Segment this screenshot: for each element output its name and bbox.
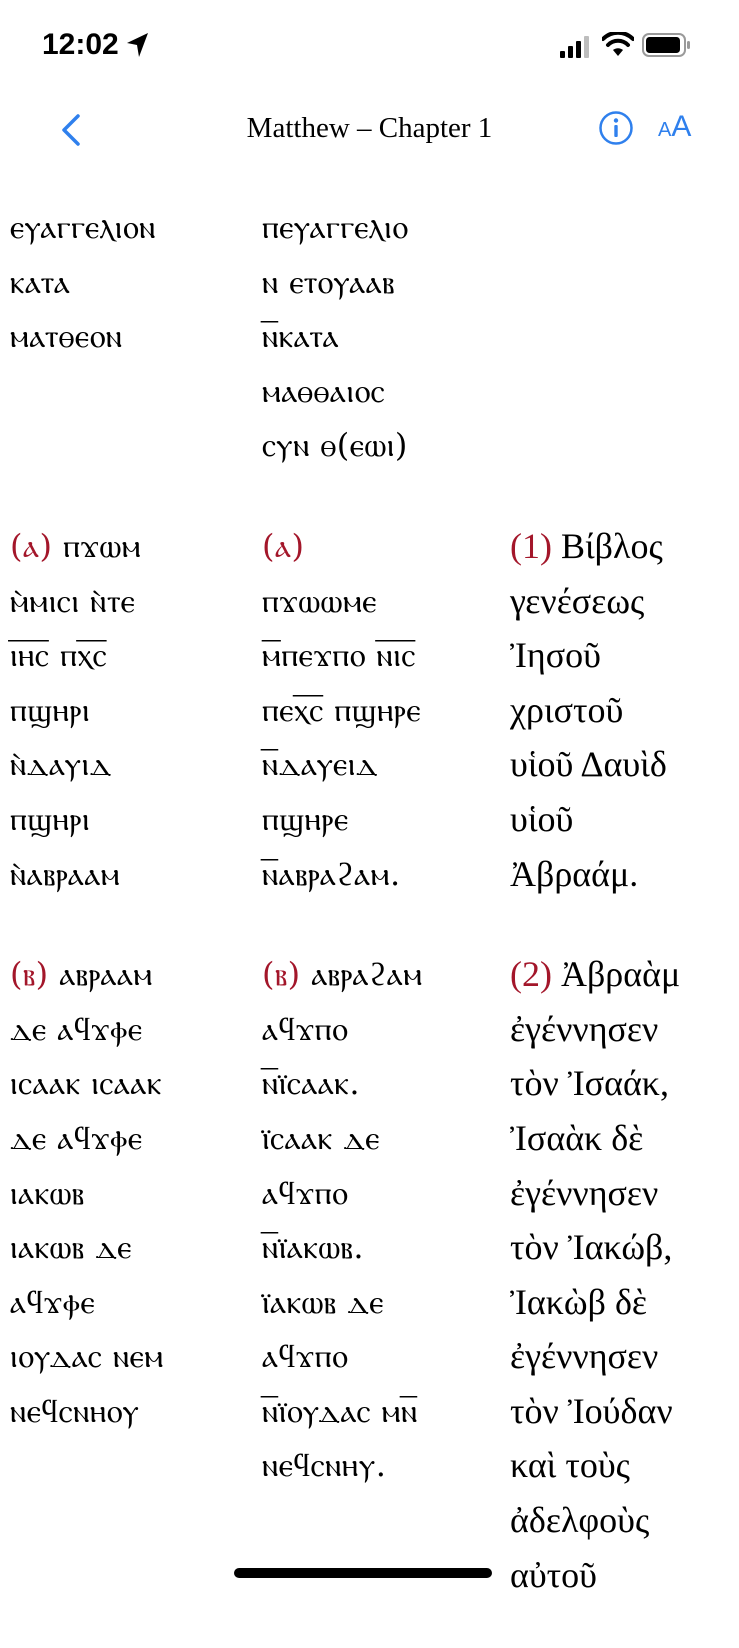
text-line: τὸν Ἰούδαν (510, 1390, 673, 1431)
text-line: ⲙ̀ⲙⲓⲥⲓ ⲛ̀ⲧⲉ (10, 581, 136, 620)
text-line: καὶ τοὺς (510, 1445, 630, 1486)
text-line: ⲓ̈ⲁⲕⲱⲃ ⲇⲉ (262, 1282, 385, 1321)
text-line: ⲓ̈ⲥⲁⲁⲕ ⲇⲉ (262, 1118, 381, 1157)
text-line: ⲁϥϫⲡⲟ (262, 1337, 349, 1376)
text-line: Ἰησοῦ (510, 635, 601, 676)
bohairic-column (0, 947, 252, 1602)
location-arrow-icon (124, 30, 150, 60)
text-line: ⲓⲁⲕⲱⲃ (10, 1173, 85, 1212)
text-line: ⲓ̅ⲏ̅ⲥ̅ ⲡⲭ̅ⲥ̅ (10, 636, 108, 675)
verse-text: ⲡϫⲱⲙ (52, 526, 142, 565)
text-line: ⲡⲉⲩⲁⲅⲅⲉⲗⲓⲟ (262, 208, 409, 246)
text-line: ⲥⲩⲛ ⲑ(ⲉⲱⲓ) (262, 426, 408, 465)
text-line: χριστοῦ (510, 689, 624, 730)
text-line: Ἰσαὰκ δὲ (510, 1117, 644, 1158)
verse-number: (ⲁ) (262, 526, 305, 565)
text-line: ⲙⲁⲧⲑⲉⲟⲛ (10, 317, 123, 356)
text-line: ⲛ̅ⲇⲁⲩⲉⲓⲇ (262, 745, 379, 784)
info-button[interactable] (598, 110, 634, 146)
text-line: ⲕⲁⲧⲁ (10, 262, 71, 301)
text-line: ⲡϣⲏⲣⲓ (10, 690, 91, 729)
verse-number: (2) (510, 954, 552, 995)
sahidic-column (252, 200, 504, 473)
text-line: τὸν Ἰσαάκ, (510, 1063, 669, 1104)
text-line: ⲙⲁⲑⲑⲁⲓⲟⲥ (262, 371, 386, 410)
navigation-bar (0, 96, 739, 166)
text-line: ⲁϥϫⲡⲟ (262, 1009, 349, 1048)
text-line (262, 947, 504, 1002)
text-line: ἐγέννησεν (510, 1008, 659, 1049)
page-title: Matthew – Chapter 1 (246, 112, 493, 144)
text-line: ⲛ̅ⲁⲃⲣⲁϩⲁⲙ. (262, 854, 401, 893)
text-line: ⲛ ⲉⲧⲟⲩⲁⲁⲃ (262, 262, 395, 301)
text-line: υἱοῦ (510, 798, 574, 839)
text-line: ⲓⲥⲁⲁⲕ ⲓⲥⲁⲁⲕ (10, 1064, 162, 1103)
bohairic-column (0, 519, 252, 901)
text-line (262, 519, 504, 574)
text-line: ἐγέννησεν (510, 1172, 659, 1213)
text-line (510, 947, 739, 1002)
text-line: ⲡϣⲏⲣⲉ (262, 799, 349, 838)
sahidic-column (252, 519, 504, 901)
font-size-button[interactable] (658, 110, 691, 144)
text-line: ἀδελφοὺς (510, 1500, 650, 1541)
text-line: ⲇⲉ ⲁϥϫⲫⲉ (10, 1009, 143, 1048)
text-line: υἱοῦ Δαυὶδ (510, 744, 667, 785)
text-line: ⲡϣⲏⲣⲓ (10, 799, 91, 838)
text-line: αὐτοῦ (510, 1554, 597, 1595)
home-indicator[interactable] (234, 1568, 492, 1578)
text-line: Ἀβραάμ. (510, 853, 639, 894)
parallel-text (0, 200, 739, 1648)
text-line: ⲛⲉϥⲥⲛⲏⲟⲩ (10, 1391, 140, 1430)
text-line: ⲡⲉⲭ̅ⲥ̅ ⲡϣⲏⲣⲉ (262, 690, 422, 729)
text-line (10, 519, 252, 574)
text-line: ⲛ̅ⲓ̈ⲟⲩⲇⲁⲥ ⲙⲛ̅ (262, 1391, 418, 1430)
status-bar (0, 0, 739, 92)
text-line: ⲛ̅ⲓ̈ⲁⲕⲱⲃ. (262, 1228, 365, 1267)
text-line: ⲉⲩⲁⲅⲅⲉⲗⲓⲟⲛ (10, 208, 156, 246)
text-line: ⲛ̀ⲁⲃⲣⲁⲁⲙ (10, 854, 121, 893)
greek-column (504, 519, 739, 901)
text-line (10, 947, 252, 1002)
text-line: ⲛⲉϥⲥⲛⲏⲩ. (262, 1446, 387, 1485)
text-line: ⲓⲟⲩⲇⲁⲥ ⲛⲉⲙ (10, 1337, 164, 1376)
text-line: γενέσεως (510, 580, 645, 621)
text-line: Ἰακὼβ δὲ (510, 1281, 648, 1322)
text-line: ⲓⲁⲕⲱⲃ ⲇⲉ (10, 1228, 133, 1267)
verse-text: ⲁⲃⲣⲁϩⲁⲙ (300, 955, 423, 994)
text-line: ⲁϥϫⲡⲟ (262, 1173, 349, 1212)
verse-text: Βίβλος (551, 525, 663, 566)
text-line: τὸν Ἰακώβ, (510, 1227, 673, 1268)
text-line: ⲙ̅ⲡⲉϫⲡⲟ ⲛ̅ⲓ̅ⲥ̅ (262, 636, 416, 675)
status-time: 12:02 (42, 28, 119, 61)
bohairic-column (0, 200, 252, 473)
text-line: ⲛ̅ⲓ̈ⲥⲁⲁⲕ. (262, 1064, 361, 1103)
verse-row-2 (0, 947, 739, 1602)
sahidic-column (252, 947, 504, 1602)
greek-column (504, 947, 739, 1602)
text-line (510, 519, 739, 574)
text-line: ⲛ̀ⲇⲁⲩⲓⲇ (10, 745, 112, 784)
verse-row-1 (0, 519, 739, 901)
verse-number: (ⲁ) (10, 526, 53, 565)
wifi-icon (602, 32, 634, 58)
text-line: ⲇⲉ ⲁϥϫⲫⲉ (10, 1118, 143, 1157)
verse-text: Ἀβραὰμ (551, 954, 681, 995)
font-size-small-label: A (658, 119, 672, 141)
greek-column (504, 200, 739, 473)
text-line: ἐγέννησεν (510, 1336, 659, 1377)
font-size-large-label: A (671, 110, 692, 143)
battery-icon (642, 32, 692, 58)
text-line: ⲡϫⲱⲱⲙⲉ (262, 581, 378, 620)
text-line: ⲛ̅ⲕⲁⲧⲁ (262, 317, 340, 356)
verse-number: (ⲃ) (10, 955, 49, 994)
verse-number: (1) (510, 525, 552, 566)
verse-text: ⲁⲃⲣⲁⲁⲙ (48, 955, 153, 994)
cellular-signal-icon (560, 36, 592, 58)
verse-number: (ⲃ) (262, 955, 301, 994)
heading-row (0, 200, 739, 473)
text-line: ⲁϥϫⲫⲉ (10, 1282, 96, 1321)
